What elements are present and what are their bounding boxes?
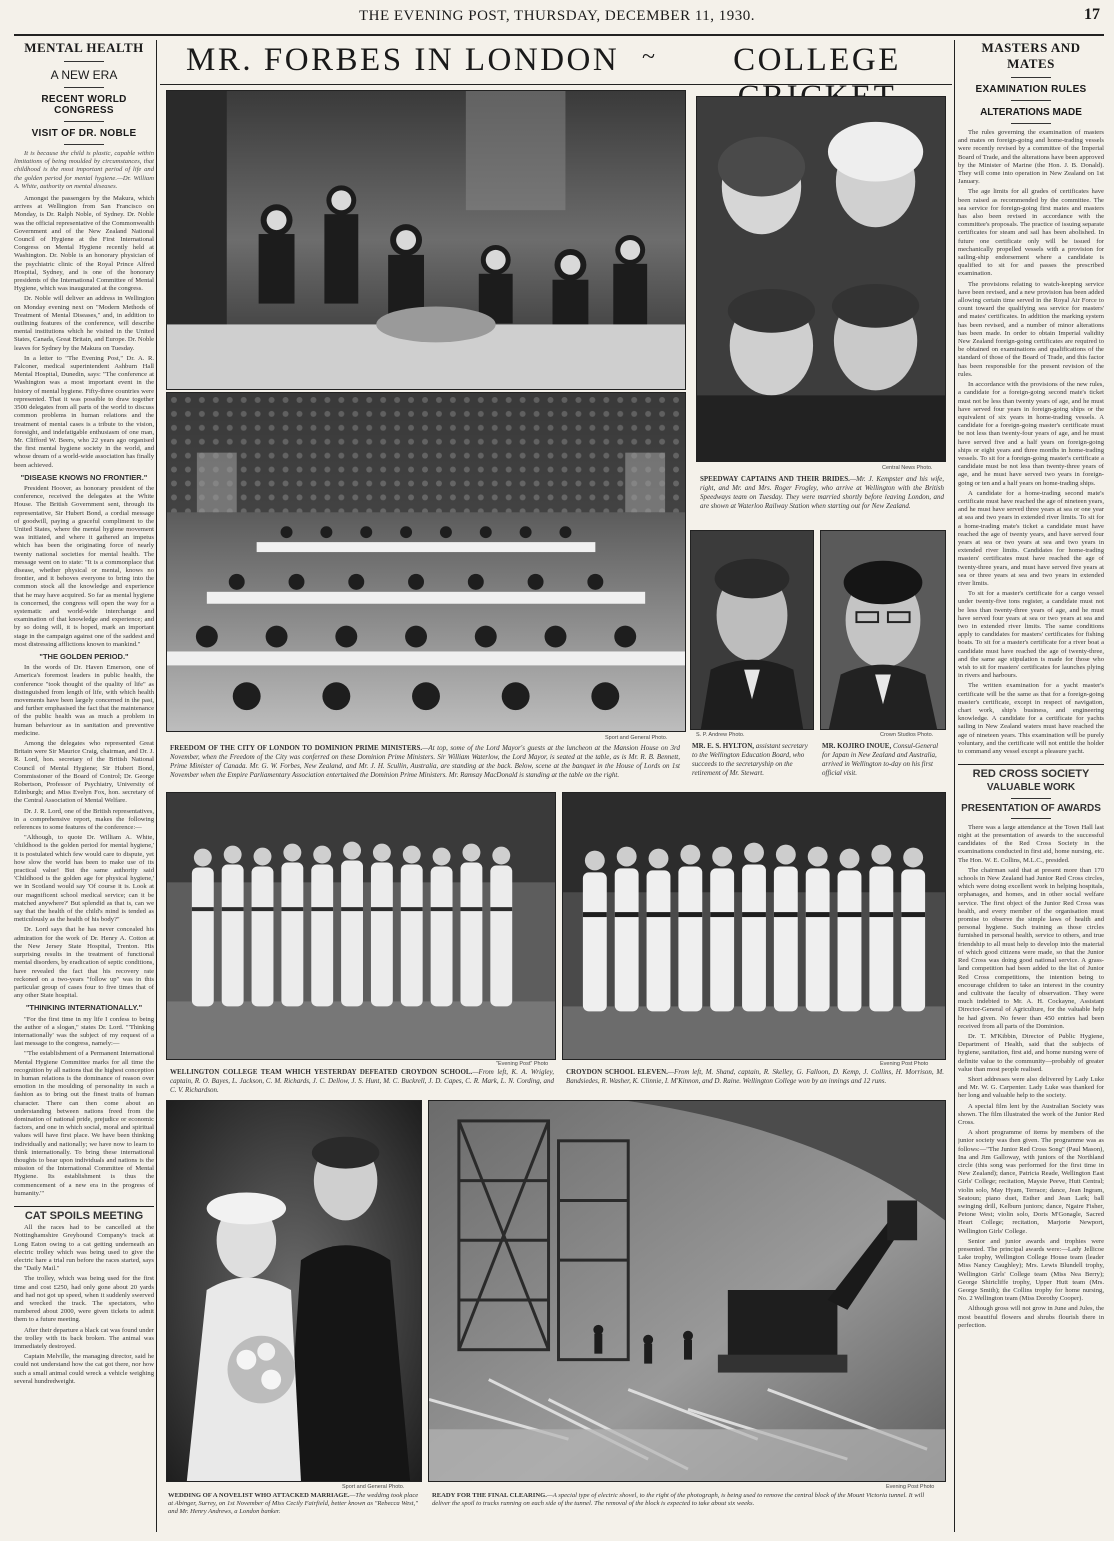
speedway-captains-photo (696, 96, 946, 462)
photo-image (167, 91, 685, 389)
article-paragraph: Among the delegates who represented Great Britain were Sir Maurice Craig, chairman, and Dr. J. R. Lord, hon. secretary of the British National Council of Mental Hygiene; Sir Hubert Bond, Commissioner of the Board of Control; Dr. George Robertson, Professor of Psychiatry, University of Edinburgh; and Miss Evelyn Fox, hon. secretary of the Central Association of Mental Welfare. (14, 740, 154, 805)
caption-body: Consul-General for Japan in New Zealand and Australia, arrived in Wellington to-day on his first official visit. (822, 742, 939, 777)
masters-subheading: EXAMINATION RULES (975, 84, 1087, 95)
mental-health-subheading: VISIT OF DR. NOBLE (31, 128, 137, 139)
masters-and-mates-heading: MASTERS AND MATES (981, 40, 1081, 71)
article-paragraph: There was a large attendance at the Town Hall last night at the presentation of awards to the successful candidates of the Red Cross Society in the examinations conducted in first aid, home nursing, etc. The Hon. W. E. Collins, M.L.C., presided. (958, 823, 1104, 864)
hylton-portrait-photo (690, 530, 814, 730)
photo-credit: S. P. Andrew Photo. (696, 732, 745, 738)
left-column-rule (156, 40, 157, 1532)
divider (64, 61, 104, 62)
page-number: 17 (1084, 6, 1100, 23)
croydon-caption (566, 1068, 944, 1086)
banner-headline (160, 40, 952, 88)
article-intro: It is because the child is plastic, capable within limitations of being moulded by circumstances, that childhood is the most important period of life and the golden period for mental hygiene.—Dr. William A. White, authority on mental diseases. (14, 150, 154, 190)
tunnel-caption (432, 1492, 942, 1508)
article-paragraph: Although gross will not grow in June and Jules, the most beautiful flowers and shrubs flourish there in perfection. (958, 1305, 1104, 1329)
article-paragraph: A candidate for a home-trading second mate's certificate must have reached the age of nineteen years, and he must have served three years at sea or one year at sea and two years in extended river limits. To sit for a home-trading mate's ticket a candidate must have reached the age of twenty years, and have served four years at sea or two years at sea and two years in extended river limits. Candidates for home-trading masters' certificates must have reached the age of twenty-three years, and must have served five years at sea or three years at sea and two years in extended river limits. (958, 489, 1104, 587)
article-paragraph: "For the first time in my life I confess to being the author of a slogan," states Dr. Lord. "'Thinking internationally' was the subject of my request of a last message to the congress, namely:— (14, 1015, 154, 1048)
caption-heading: READY FOR THE FINAL CLEARING. (432, 1492, 547, 1499)
red-cross-subheading: VALUABLE WORK (986, 782, 1076, 794)
mental-health-subheading: RECENT WORLD CONGRESS (41, 94, 127, 116)
masters-article (958, 129, 1104, 1330)
article-paragraph: Senior and junior awards and trophies were presented. The principal awards were:—Lady Jellicoe Lake trophy, Wellington College House team (leader Miss Nancy Caughley); Mrs. Lewis Blundell trophy, Wellington Girls' College team (Miss Nea Berry); George Shirtcliffe trophy, Upper Hutt team (Mrs. George Smith); the Collins trophy for home nursing, No. 2 Wellington team (Miss Dorothy Cooper). (958, 1237, 1104, 1303)
article-paragraph: "Although, to quote Dr. William A. White, 'childhood is the golden period for mental hygiene,' it is postulated which few would care to dispute, yet how slow the world has been to make use of its practical value! But the same authority said 'Childhood is the golden age for physical hygiene,' we in Scotland would say 'Of course it is. Look at our magnificent school medical service; can it be matched anywhere?' But splendid as that is, can we say that the health of the child's mind is tended as meticulously as the health of his body?" (14, 834, 154, 924)
article-paragraph: In accordance with the provisions of the new rules, a candidate for a foreign-going second mate's ticket must not be less than twenty years of age, and he must have served four years in foreign-going ships or the equivalent of six years in home-trading vessels. A candidate for a foreign-going master's certificate must be not less than twenty-four years of age, and he must have served five and a half years on foreign-going ships or eight years and three months in home-trading vessels. To sit for a foreign-going master's certificate a candidate must be not less than twenty-three years of age, and he must have served two years in foreign-going or ten and a half years on home-trading ships. (958, 381, 1104, 487)
article-paragraph: A special film lent by the Australian Society was shown. The film illustrated the work of the Junior Red Cross. (958, 1102, 1104, 1126)
wedding-photo (166, 1100, 422, 1482)
article-paragraph: A short programme of items by members of the junior society was then given. The programme was as follows:—"The Junior Red Cross Song" (Paul Mason), Ina and Jim Galloway, with juniors of the Northland circle (this song was performed for the first time in New Zealand); dance, Patricia Reade, Wellington East Girls' College; recitation, Maysie Peeve, Hutt Central; violin solo, May Hyam, Terrace; dance, Jean Ingram, Seatoun; piano duet, Esther and Jean Lark; ball swinging drill, Kelburn juniors; dance, Ngaire Fisher, Petone West; violin solo, Doris M'Gonagle, Sacred Heart College; recitation, Marjorie Newport, Wellington Girls' College. (958, 1129, 1104, 1235)
speedway-caption (700, 475, 944, 511)
photo-image (167, 1101, 421, 1481)
article-paragraph: After their departure a black cat was found under the trolley with its back broken. The animal was immediately destroyed. (14, 1326, 154, 1351)
article-paragraph: Captain Melville, the managing director, said he could not understand how the cat got there, nor how such a small animal could wreck a vehicle weighing several hundredweight. (14, 1353, 154, 1385)
article-subhead: "THE GOLDEN PERIOD." (39, 651, 129, 661)
red-cross-heading: RED CROSS SOCIETY (958, 764, 1104, 778)
red-cross-subheading: PRESENTATION OF AWARDS (961, 802, 1101, 814)
cat-spoils-meeting-heading: CAT SPOILS MEETING (14, 1206, 154, 1220)
photo-image (429, 1101, 945, 1481)
right-column-rule (954, 40, 955, 1532)
photo-image (167, 793, 555, 1059)
article-subhead: "DISEASE KNOWS NO FRONTIER." (20, 472, 148, 482)
wellington-caption (170, 1068, 554, 1095)
article-paragraph: In the words of Dr. Haven Emerson, one of America's foremost leaders in public health, the conference "took thought of the quality of life" as distinguished from length of life, with which health movements have been largely concerned in the past, and further emphasised the fact that the maintenance of the public health was as much a problem in human behaviour as in sanitation and preventive medicine. (14, 664, 154, 737)
divider (1011, 818, 1051, 819)
article-paragraph: In a letter to "The Evening Post," Dr. A. R. Falconer, medical superintendent Ashburn Hall Mental Hospital, Dunedin, says: "The conference at Washington was a most important event in the history of mental hygiene. Fifty-three countries were represented. That it was possible to draw together 3500 delegates from all parts of the world to discuss common problems in human relations and the treatment of mental cases is a tribute to the vision, foresight, and indefatigable enthusiasm of one man, Mr. Clifford W. Beers, who 22 years ago organised the first mental hygiene society in the world, and whose dream of a world-wide association has finally been achieved. (14, 354, 154, 469)
banner-left: MR. FORBES IN LONDON (186, 42, 620, 78)
caption-heading: CROYDON SCHOOL ELEVEN. (566, 1068, 668, 1076)
caption-body: —The wedding took place at Abinger, Surrey, on 1st November of Miss Cecily Fairfield, better known as "Rebecca West," and Mr. Henry Andrews, a London banker. (168, 1492, 419, 1516)
caption-heading: FREEDOM OF THE CITY OF LONDON TO DOMINION PRIME MINISTERS. (170, 744, 423, 752)
inoue-caption (822, 742, 944, 778)
article-paragraph: Dr. J. R. Lord, one of the British representatives, in a comprehensive report, makes the following references to some features of the conference:— (14, 807, 154, 832)
photo-credit: Sport and General Photo. (605, 735, 668, 741)
freedom-caption (170, 744, 680, 780)
banquet-house-of-lords-photo (166, 392, 686, 732)
croydon-school-team-photo (562, 792, 946, 1060)
caption-body: —From left, K. A. Wrigley, captain, R. O. Bayes, L. Jackson, C. M. Richards, J. C. Dellow, J. S. Hunt, M. C. Buckrell, J. D. Capes, C. R. Mark, L. N. Cording, and C. V. Richardson. (170, 1068, 554, 1094)
divider (64, 144, 104, 145)
article-subhead: "THINKING INTERNATIONALLY." (25, 1003, 143, 1013)
mental-health-subheading: A NEW ERA (50, 68, 118, 82)
masthead-rule (14, 34, 1104, 36)
caption-body: —From left, M. Shand, captain, R. Skelley, G. Falloon, D. Kemp, J. Collins, H. Morrison, M. Bandsiedes, R. Washer, K. Clinnie, I. M'Kinnon, and D. Raine. Wellington College won by an innings and 12 runs. (566, 1068, 944, 1085)
article-paragraph: Amongst the passengers by the Makura, which arrives at Wellington from San Francisco on Monday, is Dr. Ralph Noble, of Sydney. Dr. Noble was the official representative of the Commonwealth Government and of the New Zealand National Council of Hygiene at the First International Congress on Mental Hygiene recently held at Washington. Dr. Noble is an honorary physician of the psychiatric clinic of the Royal Prince Alfred Hospital, Sydney, and is one of the honorary presidents of the International Committee of Mental Hygiene, which was inaugurated at the congress. (14, 195, 154, 293)
photo-credit: Evening Post Photo (880, 1061, 929, 1067)
inoue-portrait-photo (820, 530, 946, 730)
caption-heading: MR. KOJIRO INOUE, (822, 742, 892, 750)
banner-right: COLLEGE (733, 42, 901, 78)
divider (1011, 100, 1051, 101)
photo-image (697, 97, 945, 461)
article-paragraph: The rules governing the examination of masters and mates on foreign-going and home-trading vessels were recently revised by a committee of the Imperial Board of Trade, and the alterations have been approved by the Minister of Marine (the Hon. J. B. Donald). They will come into operation in New Zealand on 1st January. (958, 129, 1104, 186)
article-paragraph: Dr. Lord says that he has never concealed his admiration for the work of Dr. Henry A. Cotton at the New Jersey State Hospital, Trenton. His surprising results in the treatment of functional mental disorders, by eradication of septic conditions, have revealed the fact that his recovery rate reckoned on a two-years "follow up" was in this particular group of cases four to five times that of any other State hospital. (14, 926, 154, 1000)
photo-credit: "Evening Post" Photo (496, 1061, 549, 1067)
article-paragraph: The written examination for a yacht master's certificate will be the same as that for a foreign-going master's certificate, except in respect of navigation, chart work, ship's business, and engineering knowledge. A candidate for a certificate for yachts sailing in New Zealand waters must have reached the age of nineteen years. This examination will be purely voluntary, and the certificate will not entitle the holder to command any vessel except a pleasure yacht. (958, 682, 1104, 756)
mental-health-article (14, 150, 154, 1386)
banner-ornament: ~ (642, 44, 655, 70)
caption-heading: WELLINGTON COLLEGE TEAM WHICH YESTERDAY DEFEATED CROYDON SCHOOL. (170, 1068, 473, 1076)
divider (64, 87, 104, 88)
caption-heading: WEDDING OF A NOVELIST WHO ATTACKED MARRIAGE. (168, 1492, 350, 1499)
photo-image (563, 793, 945, 1059)
article-paragraph: The provisions relating to watch-keeping service have been revised, and a new provision has been added allowing certain time served in the Royal Air Force to count toward the qualifying sea service for masters' and mates' certificates. In addition the marking system has been revised, and a number of minor alterations has been made. In order to obtain Imperial validity New Zealand foreign-going certificates are required to be obtained on examinations and qualifications of the standard of those of the Board of Trade, and this factor has been responsible for the present revision of the rules. (958, 280, 1104, 378)
article-paragraph: President Hoover, as honorary president of the conference, received the delegates at the White House. The British Government sent, through its representative, Sir Hubert Bond, a cordial message of goodwill, paying a graceful compliment to the United States, where the mental hygiene movement was initiated, and where it gathered an impetus which has been the originating force of nearly twenty national societies for mental health. The message went on to state: "It is a commonplace that disease, whether physical or mental, knows no frontier, and it behoves everyone to bring into the common stock all the knowledge and experience that he may have acquired. So far as mental hygiene is concerned, the congress will open the way for a systematic and world-wide interchange and examination of that knowledge and experience; and by so doing will, it is hoped, mark an important stage in the campaign against one of the saddest and most distressing afflictions known to mankind." (14, 484, 154, 648)
caption-body: —A special type of electric shovel, to the right of the photograph, is being used to remove the central block of the Mount Victoria tunnel. It will deliver the spoil to trucks running on each side of the tunnel. The removal of the block is expected to take about six weeks. (432, 1492, 925, 1508)
masters-subheading: ALTERATIONS MADE (980, 107, 1082, 118)
article-paragraph: The trolley, which was being used for the first time and cost £250, had only gone about 20 yards and had not got up speed, when it suddenly swerved and wrecked the track. The spectators, who numbered about 2000, were given tickets to admit them to a future meeting. (14, 1275, 154, 1324)
caption-body: —Mr. J. Kempster and his wife, right, and Mr. and Mrs. Roger Frogley, who arrive at Wellington with the British Speedways team on Tuesday. They were married shortly before leaving London, and are shown at Waterloo Railway Station when starting out for New Zealand. (700, 475, 944, 510)
wedding-caption (168, 1492, 420, 1517)
photo-image (821, 531, 945, 729)
caption-body: assistant secretary to the Wellington Education Board, who succeeds to the secretaryship on the retirement of Mr. Stewart. (692, 742, 808, 777)
article-paragraph: Dr. T. M'Kibbin, Director of Public Hygiene, Department of Health, said that the subjects of hygiene, sanitation, first aid, and home nursing were of definite value to the community—probably of greater value than most people realised. (958, 1032, 1104, 1073)
photo-credit: Crown Studios Photo. (880, 732, 934, 738)
caption-body: —At top, some of the Lord Mayor's guests at the luncheon at the Mansion House on 3rd November, when the Freedom of the City was conferred on these Dominion Prime Ministers. Sir William Waterlow, the Lord Mayor, is seated at the table, as is Mr. R. B. Bennett, Prime Minister of Canada. Mr. G. W. Forbes, New Zealand, and Mr. J. H. Scullin, Australia, are standing at the back. Below, scene at the banquet in the House of Lords on 1st November when the Empire Parliamentary Association entertained the Dominion Prime Ministers. Mr. Ramsay MacDonald is standing at the table on the right. (170, 744, 680, 779)
divider (1011, 77, 1051, 78)
masthead-title: THE EVENING POST, THURSDAY, DECEMBER 11, 1930. (358, 8, 756, 24)
caption-heading: MR. E. S. HYLTON, (692, 742, 755, 750)
photo-credit: Central News Photo. (882, 465, 933, 471)
banner-rule (160, 84, 952, 85)
article-paragraph: The age limits for all grades of certificates have been raised as recommended by the committee. The sea service for foreign-going first mates and masters has also been revised in accordance with the committee's proposals. The practice of issuing separate certificates for steam and sail has been abolished. In future one certificate only will be issued for mechanically propelled vessels with a provision for sailing-ship endorsement where a candidate is qualified to sit for and passes the prescribed examination. (958, 188, 1104, 278)
photo-image (691, 531, 813, 729)
article-paragraph: Short addresses were also delivered by Lady Luke and Mr. W. G. Carpenter. Lady Luke was thanked for her long and valuable help to the society. (958, 1075, 1104, 1100)
photo-credit: Evening Post Photo (886, 1484, 935, 1490)
mount-victoria-tunnel-photo (428, 1100, 946, 1482)
article-paragraph: To sit for a master's certificate for a cargo vessel under twenty-five tons register, a candidate must not be less than twenty-three years of age, and he must have served four years at sea or two years at sea and two in extended river limits. The same conditions apply to candidates for masters' certificates for fishing boats. To sit for a master's certificate for a river boat a candidate must have reached the age of twenty-three, and the same age stipulation is made for those who wish to sit for masters' certificates for launches plying in rivers and harbours. (958, 590, 1104, 680)
photo-image (167, 393, 685, 731)
masthead (0, 0, 1114, 28)
right-column (958, 40, 1104, 1532)
caption-heading: SPEEDWAY CAPTAINS AND THEIR BRIDES. (700, 475, 850, 483)
hylton-caption (692, 742, 812, 778)
article-paragraph: "'The establishment of a Permanent International Mental Hygiene Committee marks for all time the recognition by all nations that the highest conception in human relations is the dominance of reason over emotion in the moulding of personality in such a fashion as to bring out the finest traits of human character. There can then come about an understanding between nations freed from the domination of national pride, prejudice or economic factors, and one in which social, moral and spiritual values will have first place. We have been thinking individually and nationally; we have now to learn to think internationally. To bring these international thoughts to bear upon individuals and nations is the mission of the International Committee of Mental Hygiene. Its establishment is thus the commencement of a new era in the progress of humanity.'" (14, 1050, 154, 1197)
divider (64, 121, 104, 122)
mental-health-heading: MENTAL HEALTH (24, 40, 144, 55)
wellington-college-team-photo (166, 792, 556, 1060)
banquet-luncheon-photo (166, 90, 686, 390)
left-column (14, 40, 154, 1532)
article-paragraph: All the races had to be cancelled at the Nottinghamshire Greyhound Company's track at Long Eaton owing to a cat getting underneath an electric trolley which was being used to give the electric hare a trial run before the races started, says the "Daily Mail." (14, 1224, 154, 1273)
article-paragraph: Dr. Noble will deliver an address in Wellington on Monday evening next on "Modern Methods of Treatment of Mental Diseases," and, in addition to outlining features of the conference, will describe mental institutions which he visited in the United States, Canada, Great Britain, and Europe. Dr. Noble leaves for Sydney by the Makura on Tuesday. (14, 295, 154, 352)
divider (1011, 798, 1051, 799)
article-paragraph: The chairman said that at present more than 170 schools in New Zealand had Junior Red Cross circles, which were doing excellent work in helping hospitals, orphanages, and homes, and in other social welfare service. The first object of the Junior Red Cross was health, and every member of the organisation must promise to observe the simple laws of health and personal hygiene. Such training as those circles furnished in personal health, service to others, and true friendship to all must help to develop into the material of which good citizens were made, so that the Junior Red Cross was doing good national service. A grass-land competition had been added to the list of Junior Red Cross competitions, the intention being to encourage children to take an interest in the country and cultivate the faculty of observation. They were much indebted to Mr. A. H. Cockayne, Assistant Director-General of Agriculture, for the valuable help he had given. No fewer than 450 entries had been received from all parts of the Dominion. (958, 866, 1104, 1030)
divider (1011, 123, 1051, 124)
photo-credit: Sport and General Photo. (342, 1484, 405, 1490)
